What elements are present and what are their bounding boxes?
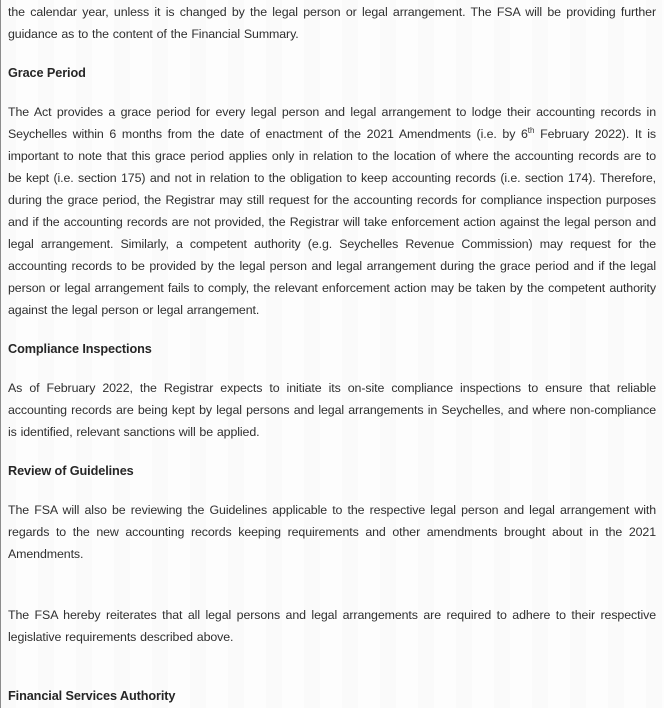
review-of-guidelines-paragraph: The FSA will also be reviewing the Guidelines applicable to the respective legal person and legal arrangement with regards to the new accounting records keeping requirements and other amendments brought about in the 2021 Amendments.	[8, 503, 656, 561]
closing-paragraph: The FSA hereby reiterates that all legal persons and legal arrangements are required to adhere to their respective legislative requirements described above.	[8, 608, 656, 644]
signature-financial-services-authority: Financial Services Authority	[8, 689, 176, 703]
ordinal-superscript: th	[527, 125, 535, 135]
grace-period-text-before-superscript: The Act provides a grace period for every legal person and legal arrangement to lodge their accounting records in Seychelles within 6 months from the date of enactment of the 2021 Amendments (i.e. by 6	[8, 105, 656, 141]
document-page	[1, 0, 664, 708]
heading-compliance-inspections: Compliance Inspections	[8, 342, 152, 356]
grace-period-text-after-superscript: February 2022). It is important to note that this grace period applies only in relation to the location of where the accounting records are to be kept (i.e. section 175) and not in relation to the obligation to keep accounting records (i.e. section 174). Therefore, during the grace period, the Registrar may still request for the accounting records for compliance inspection purposes and if the accounting records are not provided, the Registrar will take enforcement action against the legal person and legal arrangement. Similarly, a competent authority (e.g. Seychelles Revenue Commission) may request for the accounting records to be provided by the legal person and legal arrangement during the grace period and if the legal person or legal arrangement fails to comply, the relevant enforcement action may be taken by the competent authority against the legal person or legal arrangement.	[8, 127, 656, 317]
heading-grace-period: Grace Period	[8, 66, 86, 80]
grace-period-paragraph	[8, 101, 656, 321]
heading-review-of-guidelines: Review of Guidelines	[8, 464, 134, 478]
intro-paragraph: the calendar year, unless it is changed by the legal person or legal arrangement. The FSA will be providing further guidance as to the content of the Financial Summary.	[8, 5, 656, 41]
compliance-inspections-paragraph: As of February 2022, the Registrar expects to initiate its on-site compliance inspections to ensure that reliable accounting records are being kept by legal persons and legal arrangements in Seychelles, and where non-compliance is identified, relevant sanctions will be applied.	[8, 381, 656, 439]
